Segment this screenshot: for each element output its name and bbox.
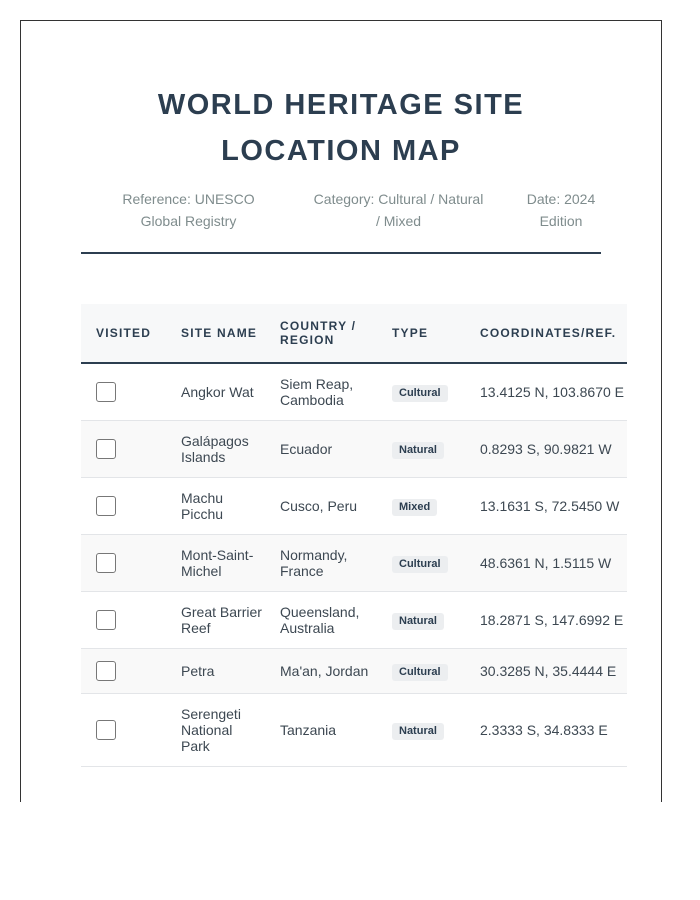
meta-reference: Reference: UNESCO Global Registry <box>122 191 255 229</box>
header-divider <box>81 252 601 254</box>
site-name: Serengeti National Park <box>166 694 265 767</box>
coordinates: 0.8293 S, 90.9821 W <box>465 421 627 478</box>
table-row <box>81 478 627 535</box>
site-name: Great Barrier Reef <box>166 592 265 649</box>
visited-checkbox[interactable] <box>96 382 116 402</box>
page-title <box>81 82 601 174</box>
visited-checkbox[interactable] <box>96 553 116 573</box>
visited-checkbox[interactable] <box>96 610 116 630</box>
site-name: Petra <box>166 649 265 694</box>
country-region: Tanzania <box>265 694 377 767</box>
type-badge: Natural <box>392 442 444 459</box>
visited-checkbox[interactable] <box>96 661 116 681</box>
table-row <box>81 592 627 649</box>
visited-checkbox[interactable] <box>96 496 116 516</box>
country-region: Queensland, Australia <box>265 592 377 649</box>
column-header-visited: VISITED <box>81 304 166 363</box>
site-name: Galápagos Islands <box>166 421 265 478</box>
site-name: Angkor Wat <box>166 363 265 421</box>
coordinates: 13.1631 S, 72.5450 W <box>465 478 627 535</box>
type-badge: Natural <box>392 613 444 630</box>
coordinates: 18.2871 S, 147.6992 E <box>465 592 627 649</box>
type-badge: Natural <box>392 723 444 740</box>
meta-date: Date: 2024 Edition <box>526 191 596 229</box>
type-badge: Cultural <box>392 664 448 681</box>
country-region: Ecuador <box>265 421 377 478</box>
coordinates: 48.6361 N, 1.5115 W <box>465 535 627 592</box>
column-header-country: COUNTRY / REGION <box>265 304 377 363</box>
country-region: Siem Reap, Cambodia <box>265 363 377 421</box>
document-meta <box>81 188 601 232</box>
coordinates: 13.4125 N, 103.8670 E <box>465 363 627 421</box>
country-region: Ma'an, Jordan <box>265 649 377 694</box>
column-header-coordinates: COORDINATES/REF. <box>465 304 627 363</box>
column-header-site-name: SITE NAME <box>166 304 265 363</box>
document-frame <box>20 20 662 802</box>
coordinates: 2.3333 S, 34.8333 E <box>465 694 627 767</box>
visited-checkbox[interactable] <box>96 720 116 740</box>
sites-table <box>81 304 627 767</box>
type-badge: Mixed <box>392 499 437 516</box>
visited-checkbox[interactable] <box>96 439 116 459</box>
site-name: Machu Picchu <box>166 478 265 535</box>
meta-category: Category: Cultural / Natural / Mixed <box>313 191 484 229</box>
type-badge: Cultural <box>392 385 448 402</box>
site-name: Mont-Saint-Michel <box>166 535 265 592</box>
table-row <box>81 694 627 767</box>
title-line-1: WORLD HERITAGE SITE <box>157 89 525 121</box>
table-row <box>81 649 627 694</box>
table-row <box>81 421 627 478</box>
table-row <box>81 363 627 421</box>
column-header-type: TYPE <box>377 304 465 363</box>
title-line-2: LOCATION MAP <box>221 135 461 167</box>
table-row <box>81 535 627 592</box>
type-badge: Cultural <box>392 556 448 573</box>
country-region: Cusco, Peru <box>265 478 377 535</box>
country-region: Normandy, France <box>265 535 377 592</box>
coordinates: 30.3285 N, 35.4444 E <box>465 649 627 694</box>
table-header-row <box>81 304 627 363</box>
